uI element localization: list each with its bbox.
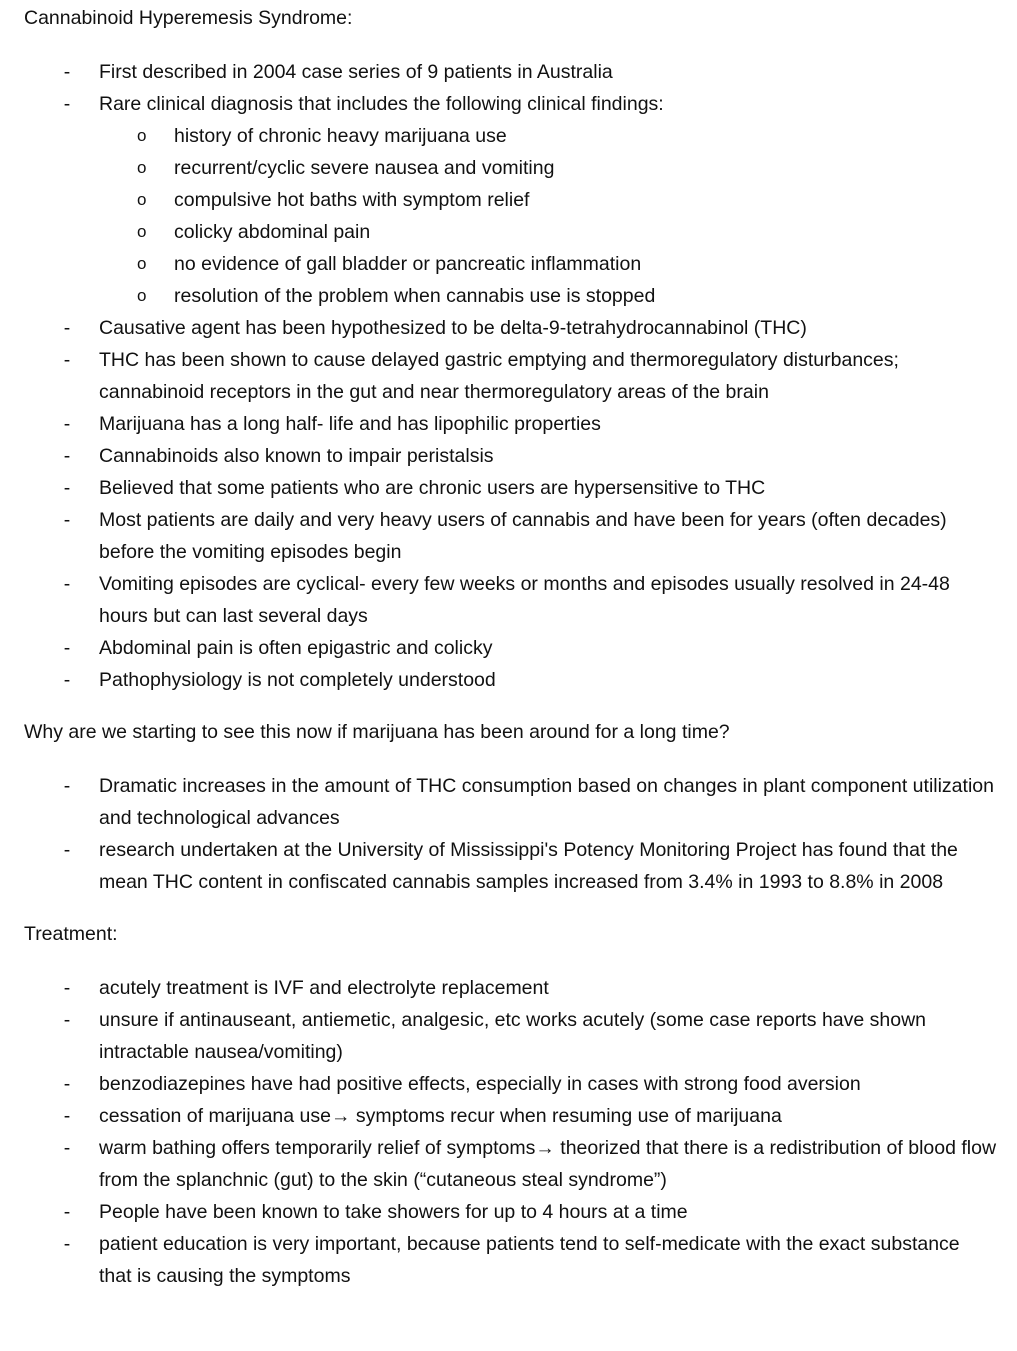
list-item bbox=[24, 312, 997, 344]
dash-bullet: - bbox=[63, 1137, 71, 1159]
list-item bbox=[24, 664, 997, 696]
dash-bullet: - bbox=[63, 509, 71, 531]
list-item-text: THC has been shown to cause delayed gastric emptying and thermoregulatory disturbances; cannabinoid receptors in the gut and near thermoregulatory areas of the brain bbox=[99, 349, 899, 403]
sublist-item-text: resolution of the problem when cannabis use is stopped bbox=[174, 285, 656, 307]
list-item bbox=[24, 1068, 997, 1100]
list-item-text: research undertaken at the University of Mississippi's Potency Monitoring Project has found that the mean THC content in confiscated cannabis samples increased from 3.4% in 1993 to 8.8% in 2008 bbox=[99, 839, 958, 893]
chs-bullet-list bbox=[24, 56, 997, 696]
list-item-text: Most patients are daily and very heavy users of cannabis and have been for years (often decades) before the vomiting episodes begin bbox=[99, 509, 947, 563]
circle-bullet: o bbox=[137, 286, 147, 305]
list-item-text: Abdominal pain is often epigastric and colicky bbox=[99, 637, 493, 659]
dash-bullet: - bbox=[63, 317, 71, 339]
dash-bullet: - bbox=[63, 477, 71, 499]
sublist-item bbox=[99, 248, 997, 280]
list-item-text: Causative agent has been hypothesized to be delta-9-tetrahydrocannabinol (THC) bbox=[99, 317, 807, 339]
dash-bullet: - bbox=[63, 977, 71, 999]
treatment-bullet-list bbox=[24, 972, 997, 1292]
why-now-bullet-list bbox=[24, 770, 997, 898]
dash-bullet: - bbox=[63, 349, 71, 371]
sublist-item-text: compulsive hot baths with symptom relief bbox=[174, 189, 530, 211]
list-item bbox=[24, 972, 997, 1004]
sublist-item bbox=[99, 152, 997, 184]
list-item bbox=[24, 56, 997, 88]
list-item-text: People have been known to take showers for up to 4 hours at a time bbox=[99, 1201, 688, 1223]
section-heading-why-now: Why are we starting to see this now if marijuana has been around for a long time? bbox=[24, 721, 730, 743]
list-item-text: cessation of marijuana use→ symptoms recur when resuming use of marijuana bbox=[99, 1105, 782, 1127]
clinical-findings-sublist bbox=[99, 120, 997, 312]
list-item bbox=[24, 1228, 997, 1292]
dash-bullet: - bbox=[63, 1105, 71, 1127]
sublist-item bbox=[99, 280, 997, 312]
list-item bbox=[24, 1004, 997, 1068]
sublist-item-text: history of chronic heavy marijuana use bbox=[174, 125, 507, 147]
dash-bullet: - bbox=[63, 413, 71, 435]
list-item bbox=[24, 568, 997, 632]
list-item bbox=[24, 834, 997, 898]
list-item-text: First described in 2004 case series of 9 patients in Australia bbox=[99, 61, 613, 83]
list-item bbox=[24, 770, 997, 834]
list-item-text: warm bathing offers temporarily relief of symptoms→ theorized that there is a redistribution of blood flow from the splanchnic (gut) to the skin (“cutaneous steal syndrome”) bbox=[99, 1137, 997, 1191]
list-item bbox=[24, 1196, 997, 1228]
circle-bullet: o bbox=[137, 190, 147, 209]
sublist-item-text: colicky abdominal pain bbox=[174, 221, 371, 243]
dash-bullet: - bbox=[63, 573, 71, 595]
circle-bullet: o bbox=[137, 222, 147, 241]
dash-bullet: - bbox=[63, 61, 71, 83]
dash-bullet: - bbox=[63, 1233, 71, 1255]
list-item-text: unsure if antinauseant, antiemetic, analgesic, etc works acutely (some case reports have shown intractable nausea/vomiting) bbox=[99, 1009, 927, 1063]
dash-bullet: - bbox=[63, 669, 71, 691]
list-item bbox=[24, 472, 997, 504]
circle-bullet: o bbox=[137, 254, 147, 273]
list-item-text: Pathophysiology is not completely understood bbox=[99, 669, 496, 691]
sublist-item bbox=[99, 184, 997, 216]
circle-bullet: o bbox=[137, 126, 147, 145]
list-item-text: Marijuana has a long half- life and has lipophilic properties bbox=[99, 413, 601, 435]
list-item-text: Rare clinical diagnosis that includes the following clinical findings: bbox=[99, 93, 664, 115]
sublist-item bbox=[99, 120, 997, 152]
list-item bbox=[24, 88, 997, 312]
dash-bullet: - bbox=[63, 93, 71, 115]
dash-bullet: - bbox=[63, 775, 71, 797]
sublist-item-text: no evidence of gall bladder or pancreatic inflammation bbox=[174, 253, 642, 275]
list-item-text: acutely treatment is IVF and electrolyte replacement bbox=[99, 977, 549, 999]
list-item-text: Dramatic increases in the amount of THC consumption based on changes in plant component utilization and technological advances bbox=[99, 775, 994, 829]
list-item bbox=[24, 440, 997, 472]
sublist-item-text: recurrent/cyclic severe nausea and vomiting bbox=[174, 157, 555, 179]
list-item bbox=[24, 504, 997, 568]
section-heading-chs: Cannabinoid Hyperemesis Syndrome: bbox=[24, 7, 353, 29]
list-item bbox=[24, 344, 997, 408]
list-item bbox=[24, 1132, 997, 1196]
dash-bullet: - bbox=[63, 1009, 71, 1031]
list-item bbox=[24, 408, 997, 440]
list-item-text: Believed that some patients who are chronic users are hypersensitive to THC bbox=[99, 477, 766, 499]
list-item-text: patient education is very important, because patients tend to self-medicate with the exact substance that is causing the symptoms bbox=[99, 1233, 960, 1287]
dash-bullet: - bbox=[63, 637, 71, 659]
list-item bbox=[24, 632, 997, 664]
list-item-text: benzodiazepines have had positive effects, especially in cases with strong food aversion bbox=[99, 1073, 861, 1095]
list-item bbox=[24, 1100, 997, 1132]
dash-bullet: - bbox=[63, 1073, 71, 1095]
list-item-text: Vomiting episodes are cyclical- every few weeks or months and episodes usually resolved in 24-48 hours but can last several days bbox=[99, 573, 950, 627]
section-heading-treatment: Treatment: bbox=[24, 923, 118, 945]
dash-bullet: - bbox=[63, 445, 71, 467]
sublist-item bbox=[99, 216, 997, 248]
dash-bullet: - bbox=[63, 1201, 71, 1223]
list-item-text: Cannabinoids also known to impair peristalsis bbox=[99, 445, 494, 467]
dash-bullet: - bbox=[63, 839, 71, 861]
circle-bullet: o bbox=[137, 158, 147, 177]
